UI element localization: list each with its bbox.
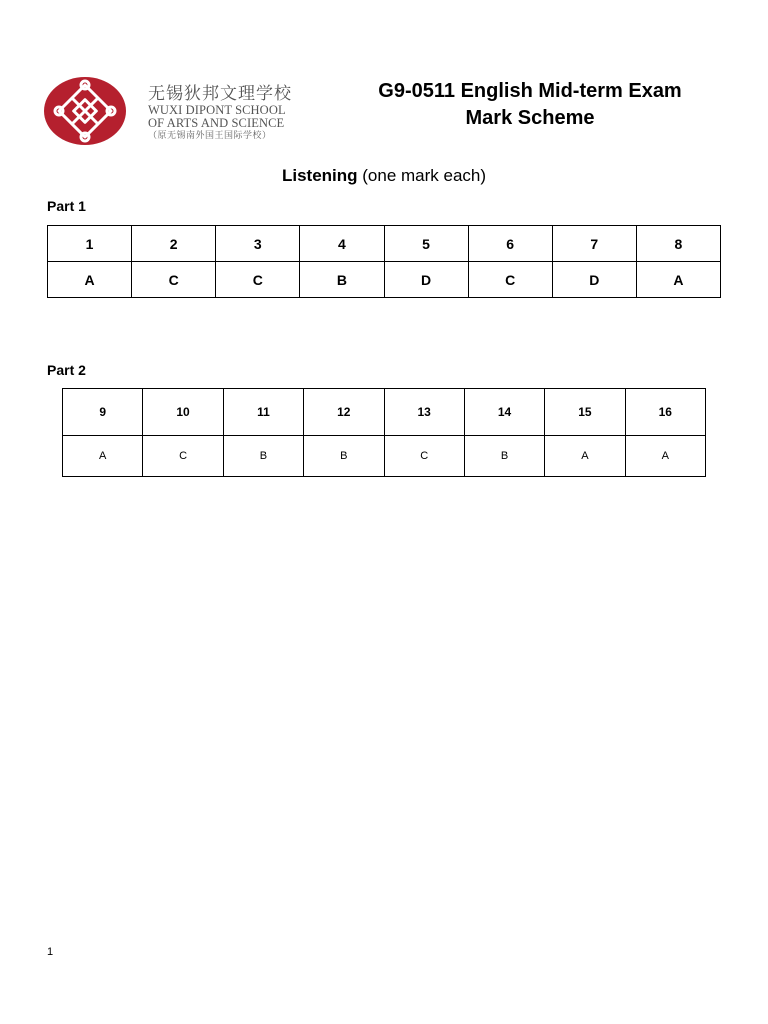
question-number: 3 xyxy=(216,226,300,262)
table-row xyxy=(63,436,706,477)
answer-cell: B xyxy=(464,436,544,477)
question-number: 15 xyxy=(545,389,625,436)
page-number: 1 xyxy=(47,946,54,958)
part1-answer-table xyxy=(47,225,721,298)
question-number: 1 xyxy=(48,226,132,262)
school-name-english-line2: OF ARTS AND SCIENCE xyxy=(148,116,285,130)
table-row xyxy=(48,262,721,298)
section-note: (one mark each) xyxy=(357,166,487,185)
question-number: 8 xyxy=(636,226,720,262)
question-number: 5 xyxy=(384,226,468,262)
answer-cell: C xyxy=(468,262,552,298)
answer-cell: C xyxy=(216,262,300,298)
document-title xyxy=(350,78,710,132)
school-name xyxy=(148,84,320,143)
school-former-name: （原无锡南外国王国际学校） xyxy=(148,131,272,141)
part1-label: Part 1 xyxy=(47,198,86,214)
question-number: 12 xyxy=(304,389,384,436)
answer-cell: A xyxy=(545,436,625,477)
answer-cell: B xyxy=(304,436,384,477)
answer-cell: D xyxy=(384,262,468,298)
answer-cell: A xyxy=(63,436,143,477)
question-number: 11 xyxy=(223,389,303,436)
question-number: 6 xyxy=(468,226,552,262)
school-name-chinese: 无锡狄邦文理学校 xyxy=(148,84,292,104)
question-number: 10 xyxy=(143,389,223,436)
question-number: 16 xyxy=(625,389,705,436)
answer-cell: A xyxy=(636,262,720,298)
page-header xyxy=(0,0,768,150)
question-number: 2 xyxy=(132,226,216,262)
title-line-2: Mark Scheme xyxy=(465,107,595,129)
part2-answer-table xyxy=(62,388,706,477)
answer-cell: B xyxy=(223,436,303,477)
answer-cell: B xyxy=(300,262,384,298)
answer-cell: C xyxy=(132,262,216,298)
table-row xyxy=(48,226,721,262)
table-row xyxy=(63,389,706,436)
school-name-english-line1: WUXI DIPONT SCHOOL xyxy=(148,103,286,117)
question-number: 4 xyxy=(300,226,384,262)
answer-cell: C xyxy=(384,436,464,477)
section-heading xyxy=(0,166,768,186)
school-logo-icon xyxy=(43,76,127,146)
title-line-1: G9-0511 English Mid-term Exam xyxy=(378,80,682,102)
answer-cell: C xyxy=(143,436,223,477)
question-number: 9 xyxy=(63,389,143,436)
part2-label: Part 2 xyxy=(47,362,86,378)
answer-cell: A xyxy=(625,436,705,477)
answer-cell: D xyxy=(552,262,636,298)
question-number: 7 xyxy=(552,226,636,262)
question-number: 14 xyxy=(464,389,544,436)
section-title: Listening xyxy=(281,166,358,185)
question-number: 13 xyxy=(384,389,464,436)
answer-cell: A xyxy=(48,262,132,298)
